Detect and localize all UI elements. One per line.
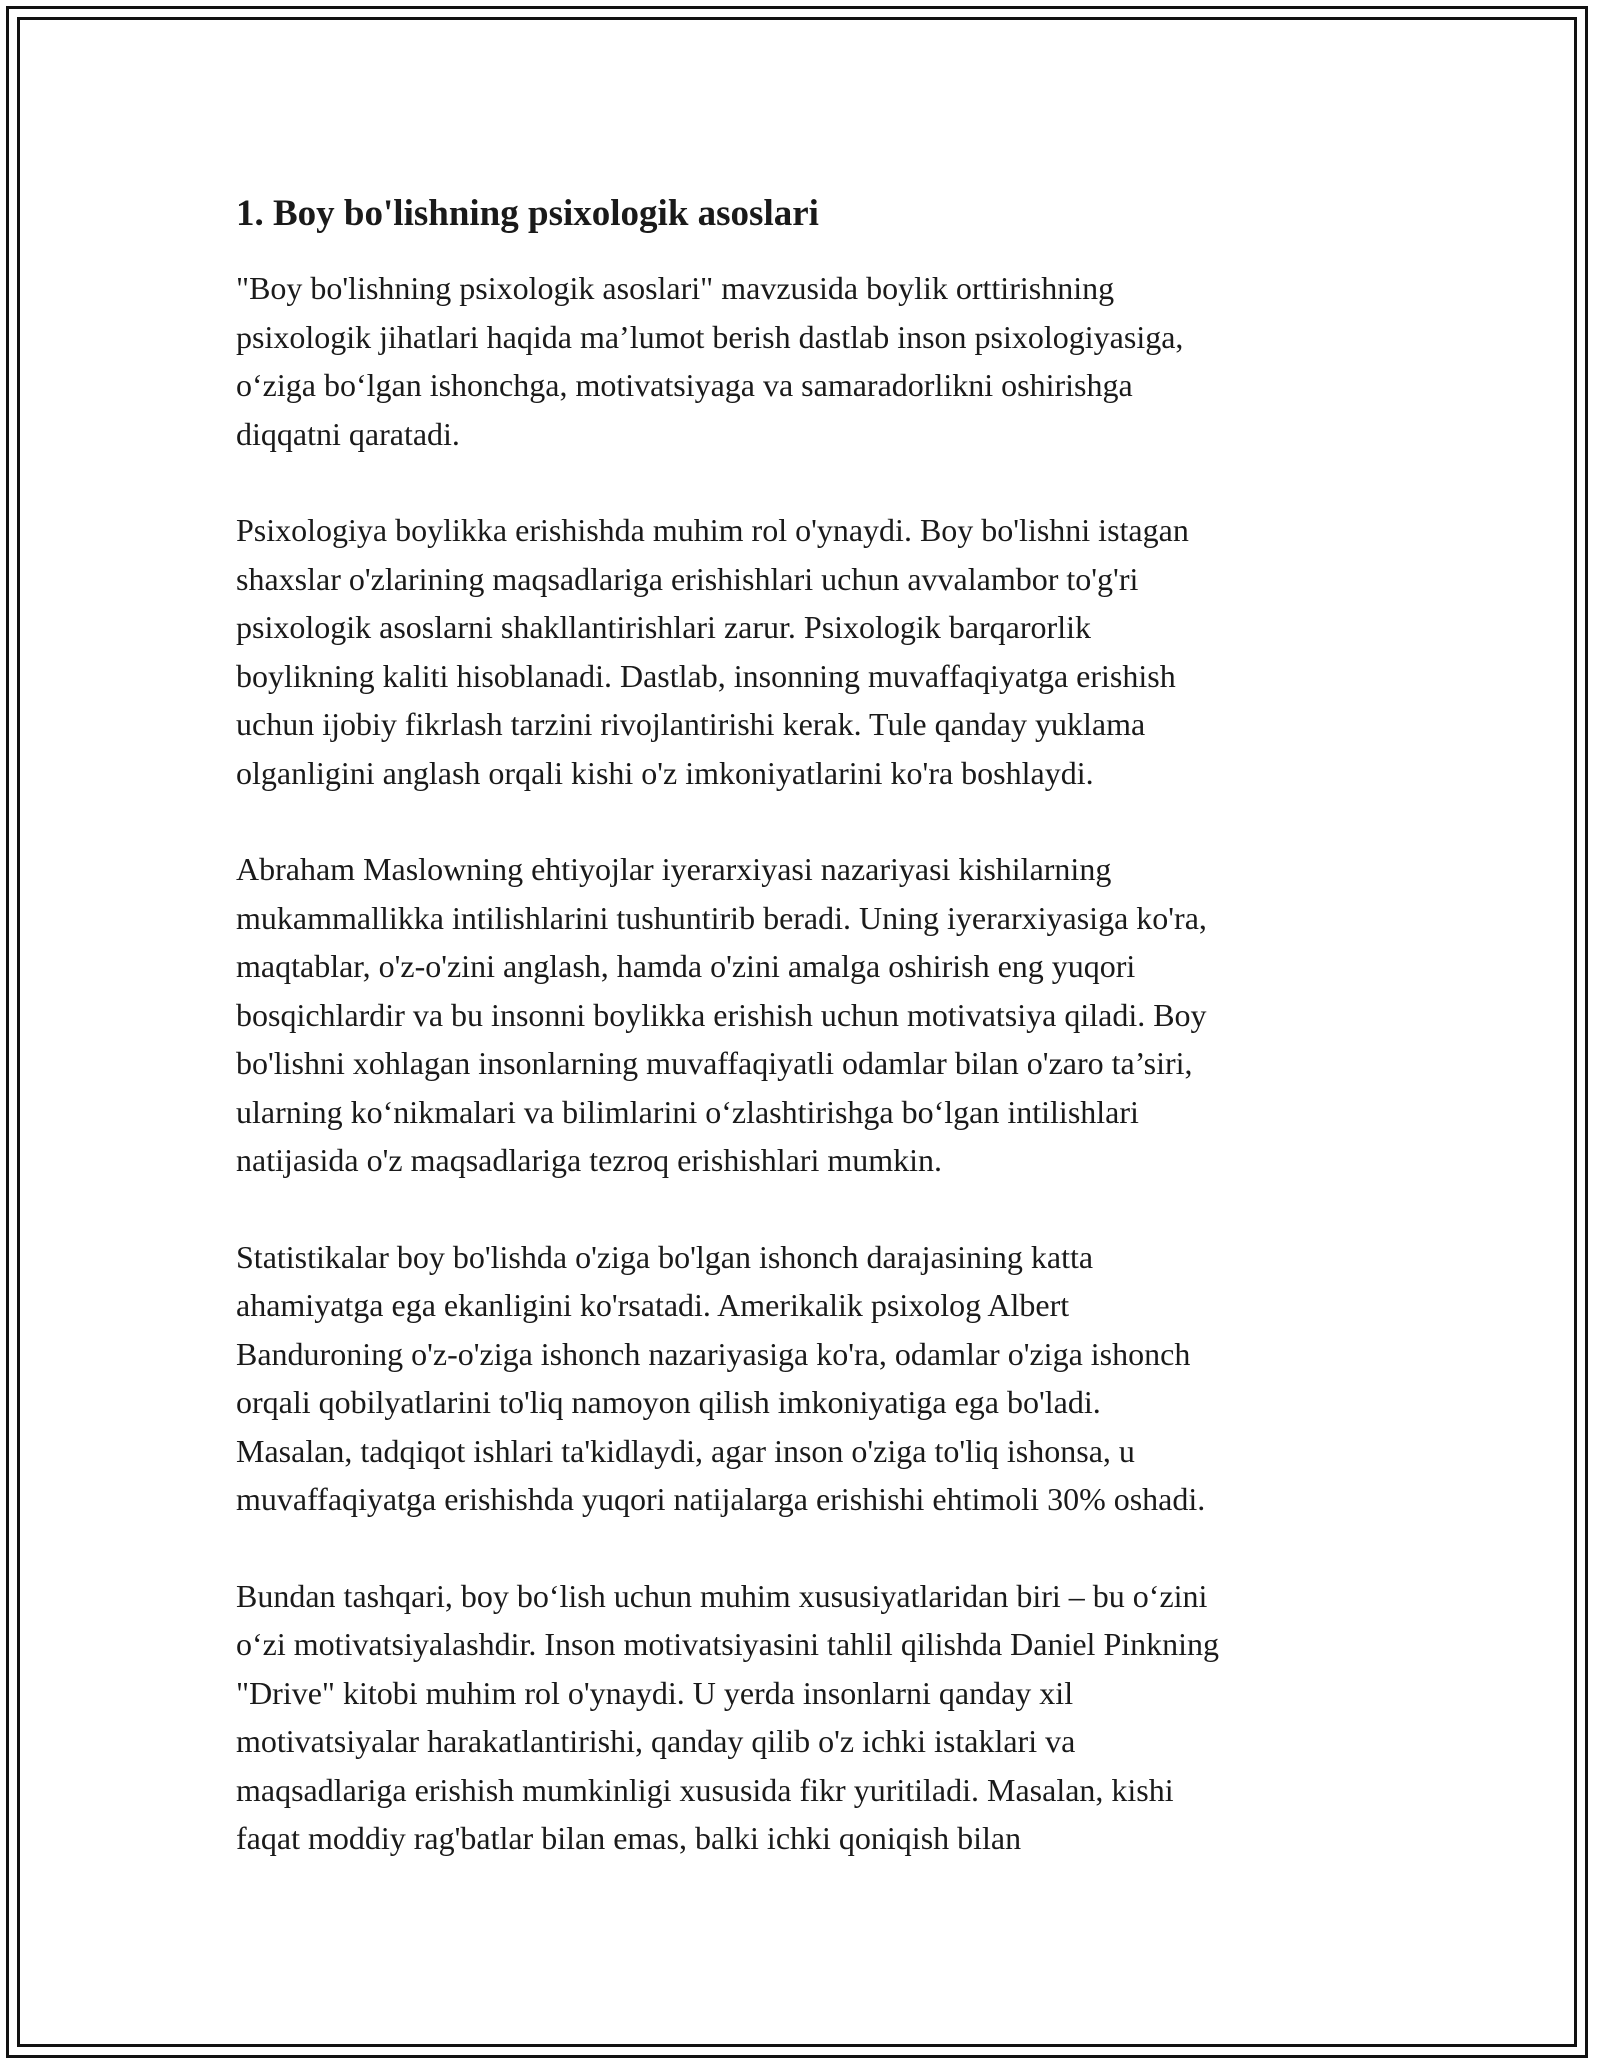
paragraph-psychology-role: Psixologiya boylikka erishishda muhim rol o'ynaydi. Boy bo'lishni istagan shaxslar o'zlarining maqsadlariga erishishlari uchun avvalambor to'g'ri psixologik asoslarni shakllantirishlari zarur. Psixologik barqarorlik boylikning kaliti hisoblanadi. Dastlab, insonning muvaffaqiyatga erishish uchun ijobiy fikrlash tarzini rivojlantirishi kerak. Tule qanday yuklama olganligini anglash orqali kishi o'z imkoniyatlarini ko'ra boshlaydi. xyxy=(236,512,1189,791)
paragraph-maslow: Abraham Maslowning ehtiyojlar iyerarxiyasi nazariyasi kishilarning mukammallikka intilishlarini tushuntirib beradi. Uning iyerarxiyasiga ko'ra, maqtablar, o'z-o'zini anglash, hamda o'zini amalga oshirish eng yuqori bosqichlardir va bu insonni boylikka erishish uchun motivatsiya qiladi. Boy bo'lishni xohlagan insonlarning muvaffaqiyatli odamlar bilan o'zaro ta’siri, ularning ko‘nikmalari va bilimlarini o‘zlashtirishga bo‘lgan intilishlari natijasida o'z maqsadlariga tezroq erishishlari mumkin. xyxy=(236,851,1207,1178)
paragraph-statistics: Statistikalar boy bo'lishda o'ziga bo'lgan ishonch darajasining katta ahamiyatga ega ekanligini ko'rsatadi. Amerikalik psixolog Albert Banduroning o'z-o'ziga ishonch nazariyasiga ko'ra, odamlar o'ziga ishonch orqali qobilyatlarini to'liq namoyon qilish imkoniyatiga ega bo'ladi. Masalan, tadqiqot ishlari ta'kidlaydi, agar inson o'ziga to'liq ishonsa, u muvaffaqiyatga erishishda yuqori natijalarga erishishi ehtimoli 30% oshadi. xyxy=(236,1238,1206,1517)
document-body xyxy=(236,186,1376,1911)
paragraph-motivation: Bundan tashqari, boy bo‘lish uchun muhim xususiyatlaridan biri – bu o‘zini o‘zi motivatsiyalashdir. Inson motivatsiyasini tahlil qilishda Daniel Pinkning "Drive" kitobi muhim rol o'ynaydi. U yerda insonlarni qanday xil motivatsiyalar harakatlantirishi, qanday qilib o'z ichki istaklari va maqsadlariga erishish mumkinligi xususida fikr yuritiladi. Masalan, kishi faqat moddiy rag'batlar bilan emas, balki ichki qoniqish bilan xyxy=(236,1577,1220,1856)
section-heading: 1. Boy bo'lishning psixologik asoslari xyxy=(236,193,819,234)
paragraph-intro: "Boy bo'lishning psixologik asoslari" mavzusida boylik orttirishning psixologik jihatlari haqida ma’lumot berish dastlab inson psixologiyasiga, o‘ziga bo‘lgan ishonchga, motivatsiyaga va samaradorlikni oshirishga diqqatni qaratadi. xyxy=(236,270,1184,452)
